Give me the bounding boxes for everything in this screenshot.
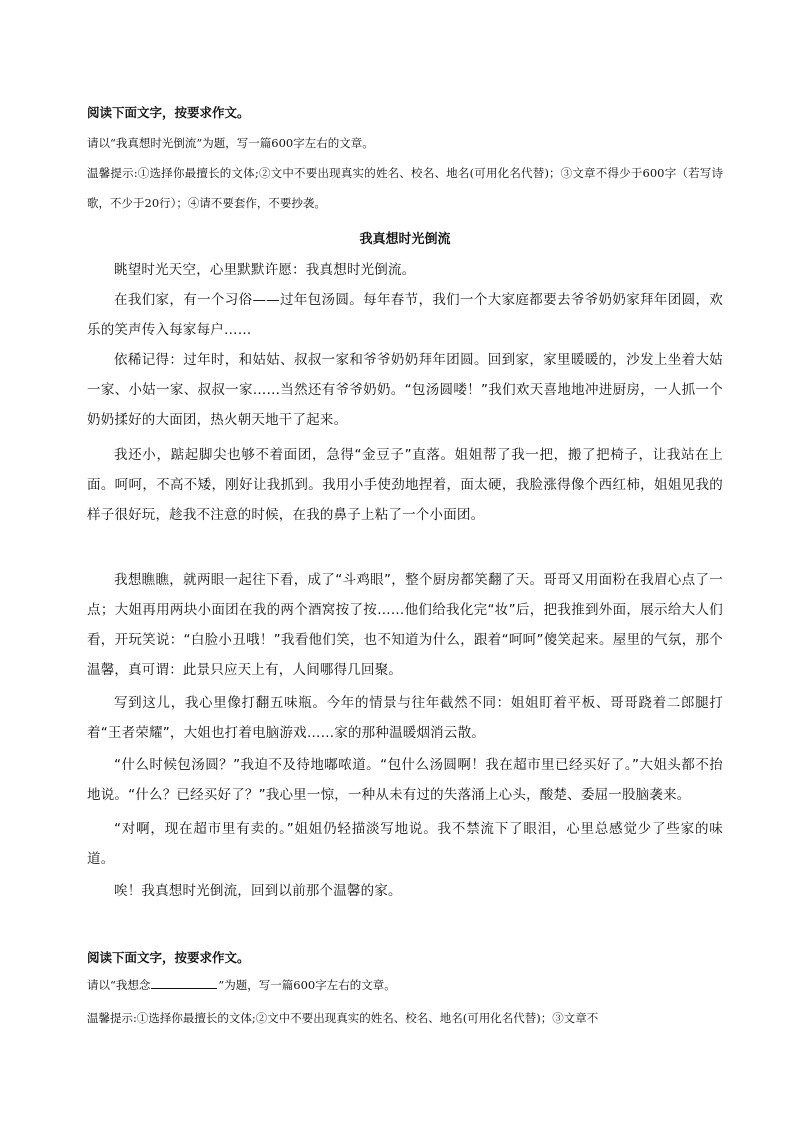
essay-title: 我真想时光倒流 [359,232,451,247]
essay-paragraph-7: “什么时候包汤圆？”我迫不及待地嘟哝道。“包什么汤圆啊！我在超市里已经买好了。”大姐头都不抬地说。“什么？已经买好了？”我心里一惊，一种从未有过的失落涌上心头，酸楚、委屈一股脑袭来。 [87,757,723,803]
prompt1-heading: 阅读下面文字，按要求作文。 [87,105,250,120]
prompt2-instruction-start: 请以“我想念 [87,978,151,992]
prompt1-instruction: 请以“我真想时光倒流”为题，写一篇600字左右的文章。 [87,136,374,150]
prompt2-instruction [87,970,723,1000]
essay-paragraph-1: 眺望时光天空，心里默默许愿：我真想时光倒流。 [114,262,416,278]
essay-paragraph-8: “对啊，现在超市里有卖的。”姐姐仍轻描淡写地说。我不禁流下了眼泪，心里总感觉少了些家的味道。 [87,821,723,867]
essay-paragraph-2: 在我们家，有一个习俗——过年包汤圆。每年春节，我们一个大家庭都要去爷爷奶奶家拜年团圆，欢乐的笑声传入每家每户…… [87,292,723,338]
essay-paragraph-9: 唉！我真想时光倒流，回到以前那个温馨的家。 [114,883,402,899]
title-blank-line [151,976,217,989]
prompt2-tips: 温馨提示:①选择你最擅长的文体;②文中不要出现真实的姓名、校名、地名(可用化名代替)；③文章不 [87,1011,599,1025]
essay-paragraph-4: 我还小，踮起脚尖也够不着面团，急得“金豆子”直落。姐姐帮了我一把，搬了把椅子，让我站在上面。呵呵，不高不矮，刚好让我抓到。我用小手使劲地捏着，面太硬，我脸涨得像个西红柿，姐姐见我的样子很好玩，趁我不注意的时候，在我的鼻子上粘了一个小面团。 [87,447,723,523]
essay-paragraph-3: 依稀记得：过年时，和姑姑、叔叔一家和爷爷奶奶拜年团圆。回到家，家里暖暖的，沙发上坐着大姑一家、小姑一家、叔叔一家……当然还有爷爷奶奶。“包汤圆喽！”我们欢天喜地地冲进厨房，一人抓一个奶奶揉好的大面团，热火朝天地干了起来。 [87,352,723,428]
essay-paragraph-5: 我想瞧瞧，就两眼一起往下看，成了“斗鸡眼”，整个厨房都笑翻了天。哥哥又用面粉在我眉心点了一点；大姐再用两块小面团在我的两个酒窝按了按……他们给我化完“妆”后，把我推到外面，展示给大人们看，开玩笑说：“白脸小丑哦！”我看他们笑，也不知道为什么，跟着“呵呵”傻笑起来。屋里的气氛，那个温馨，真可谓：此景只应天上有，人间哪得几回聚。 [87,572,723,678]
prompt1-tips: 温馨提示:①选择你最擅长的文体;②文中不要出现真实的姓名、校名、地名(可用化名代替)；③文章不得少于600字（若写诗歌，不少于20行）；④请不要套作，不要抄袭。 [87,166,723,210]
prompt2-heading: 阅读下面文字，按要求作文。 [87,950,250,965]
essay-paragraph-6: 写到这儿，我心里像打翻五味瓶。今年的情景与往年截然不同：姐姐盯着平板、哥哥跷着二郎腿打着“王者荣耀”，大姐也打着电脑游戏……家的那种温暖烟消云散。 [87,695,723,741]
prompt2-instruction-end: ”为题，写一篇600字左右的文章。 [218,978,396,992]
